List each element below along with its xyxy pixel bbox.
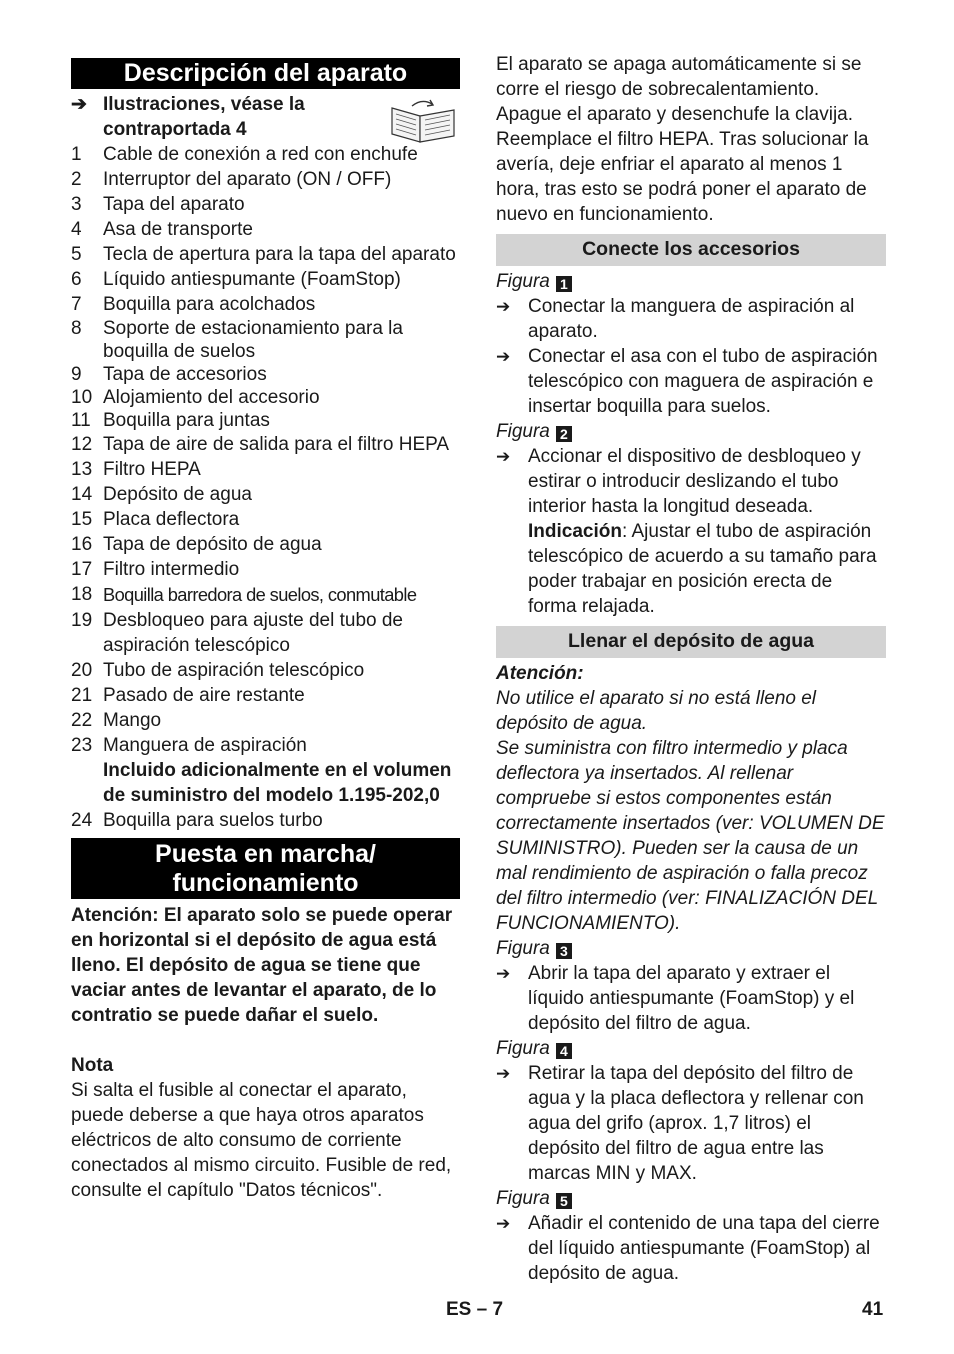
figure-ref-2: Figura 2 <box>496 419 886 444</box>
subheading-conecte-accesorios: Conecte los accesorios <box>496 234 886 266</box>
step-item: ➔ Añadir el contenido de una tapa del cierre del líquido antiespumante (FoamStop) al depósito de agua. <box>496 1213 880 1284</box>
list-item: 16 Tapa de depósito de agua <box>71 534 322 555</box>
figure-number-badge: 2 <box>556 426 572 442</box>
list-item: 9 Tapa de accesorios <box>71 364 267 385</box>
figure-number-badge: 4 <box>556 1043 572 1059</box>
list-item: 2 Interruptor del aparato (ON / OFF) <box>71 169 392 190</box>
operation-warning: Atención: El aparato solo se puede operar en horizontal si el depósito de agua está lleno. El depósito de agua se tiene que vaciar antes de levantar el aparato, de lo contratio se puede dañar el suelo. <box>71 905 453 1026</box>
list-item: 1 Cable de conexión a red con enchufe <box>71 144 418 165</box>
open-book-icon <box>390 98 458 144</box>
list-item: 10 Alojamiento del accesorio <box>71 387 320 408</box>
list-item: 7 Boquilla para acolchados <box>71 294 316 315</box>
included-note: Incluido adicionalmente en el volumen de suministro del modelo 1.195-202,0 <box>103 760 452 806</box>
list-item: 4 Asa de transporte <box>71 219 253 240</box>
list-item: 15 Placa deflectora <box>71 509 240 530</box>
figure-number-badge: 5 <box>556 1193 572 1209</box>
list-item: 20 Tubo de aspiración telescópico <box>71 660 365 681</box>
step-item: ➔ Accionar el dispositivo de desbloqueo y estirar o introducir deslizando el tubo interior hasta la longitud deseada. <box>496 446 861 517</box>
section-heading-descripcion: Descripción del aparato <box>71 58 460 89</box>
list-item: 6 Líquido antiespumante (FoamStop) <box>71 269 401 290</box>
list-item: 24 Boquilla para suelos turbo <box>71 810 323 831</box>
figure-number-badge: 1 <box>556 276 572 292</box>
arrow-icon: ➔ <box>496 297 511 316</box>
illustrations-text: Ilustraciones, véase la contraportada 4 <box>103 94 305 140</box>
arrow-icon: ➔ <box>496 1064 511 1083</box>
subheading-llenar-deposito: Llenar el depósito de agua <box>496 626 886 658</box>
figure-ref-1: Figura 1 <box>496 269 886 294</box>
list-item: 3 Tapa del aparato <box>71 194 245 215</box>
indication-item: Indicación: Ajustar el tubo de aspiración telescópico de acuerdo a su tamaño para poder trabajar en posición erecta de forma relajada. <box>528 521 877 617</box>
arrow-icon: ➔ <box>496 1214 511 1233</box>
right-column <box>496 52 886 1286</box>
list-item: 8 Soporte de estacionamiento para la boquilla de suelos <box>71 318 403 362</box>
list-item: 19 Desbloqueo para ajuste del tubo de aspiración telescópico <box>71 610 404 656</box>
footer-section-label: ES – 7 <box>446 1299 504 1320</box>
step-item: ➔ Retirar la tapa del depósito del filtro de agua y la placa deflectora y rellenar con agua del grifo (aprox. 1,7 litros) el depósito del filtro de agua entre las marcas MIN y MAX. <box>496 1063 864 1184</box>
list-item: 17 Filtro intermedio <box>71 559 240 580</box>
attention-paragraph-2: Se suministra con filtro intermedio y placa deflectora ya insertados. Al rellenar compruebe si estos componentes están correctamente insertados (ver: VOLUMEN DE SUMINISTRO). Pueden ser la causa de un mal rendimiento de aspiración o falla precoz del filtro intermedio (ver: FINALIZACIÓN DEL FUNCIONAMIENTO). <box>496 738 885 934</box>
attention-label: Atención: <box>496 663 584 684</box>
figure-ref-5: Figura 5 <box>496 1186 886 1211</box>
arrow-icon: ➔ <box>496 447 511 466</box>
list-item: 14 Depósito de agua <box>71 484 252 505</box>
figure-ref-4: Figura 4 <box>496 1036 886 1061</box>
parts-list <box>71 142 460 833</box>
attention-paragraph-1: No utilice el aparato si no está lleno el depósito de agua. <box>496 688 817 734</box>
list-item: 12 Tapa de aire de salida para el filtro HEPA <box>71 434 450 455</box>
figure-number-badge: 3 <box>556 943 572 959</box>
arrow-icon: ➔ <box>496 347 511 366</box>
step-item: ➔ Abrir la tapa del aparato y extraer el líquido antiespumante (FoamStop) y el depósito del filtro de agua. <box>496 963 855 1034</box>
list-item: 11 Boquilla para juntas <box>71 410 270 431</box>
list-item: 22 Mango <box>71 710 162 731</box>
figure-ref-3: Figura 3 <box>496 936 886 961</box>
step-item: ➔ Conectar la manguera de aspiración al aparato. <box>496 296 855 342</box>
list-item: 18 Boquilla barredora de suelos, conmutable <box>71 584 417 605</box>
list-item: 13 Filtro HEPA <box>71 459 201 480</box>
overheat-paragraph: El aparato se apaga automáticamente si se corre el riesgo de sobrecalentamiento. Apague el aparato y desenchufe la clavija. Reemplace el filtro HEPA. Tras solucionar la avería, deje enfriar el aparato al menos 1 hora, tras esto se podrá poner el aparato de nuevo en funcionamiento. <box>496 54 869 225</box>
step-item: ➔ Conectar el asa con el tubo de aspiración telescópico con maguera de aspiración e insertar boquilla para suelos. <box>496 346 878 417</box>
arrow-icon: ➔ <box>496 964 511 983</box>
note-text: Si salta el fusible al conectar el aparato, puede deberse a que haya otros aparatos eléctricos de alto consumo de corriente conectados al mismo circuito. Fusible de red, consulte el capítulo "Datos técnicos". <box>71 1080 452 1201</box>
page-number: 41 <box>862 1299 884 1320</box>
note-title: Nota <box>71 1055 114 1076</box>
left-column <box>71 52 460 1203</box>
list-item: 23 Manguera de aspiración <box>71 735 307 756</box>
section-heading-puesta-en-marcha: Puesta en marcha/ funcionamiento <box>71 838 460 899</box>
list-item: 5 Tecla de apertura para la tapa del aparato <box>71 244 456 265</box>
arrow-icon: ➔ <box>71 94 87 115</box>
list-item: 21 Pasado de aire restante <box>71 685 305 706</box>
